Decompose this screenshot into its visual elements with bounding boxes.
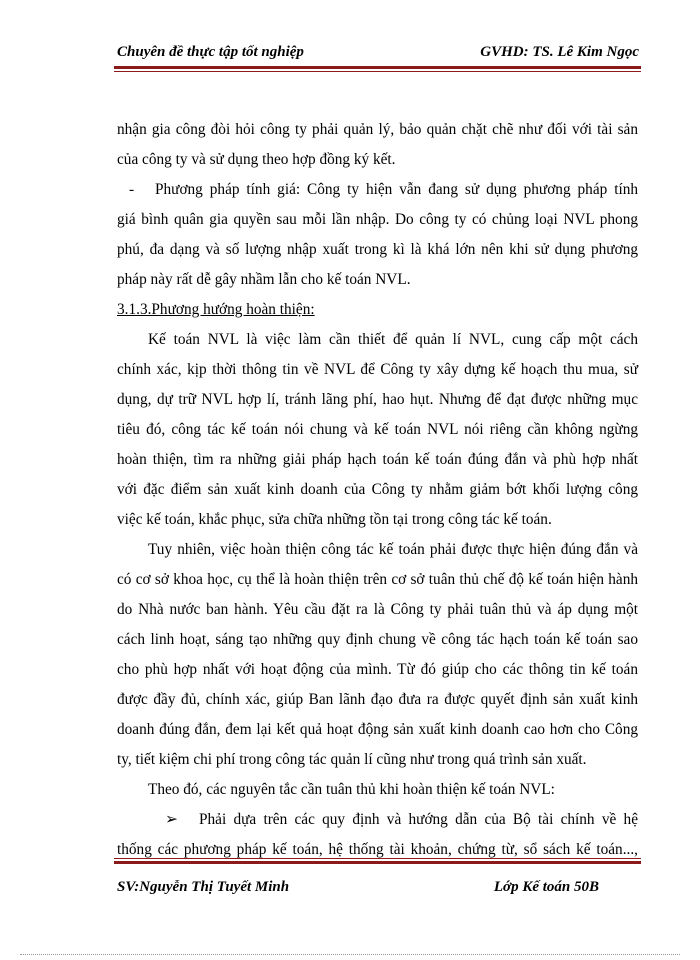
footer-class: Lớp Kế toán 50B — [493, 879, 599, 895]
header-rule-thick — [114, 66, 641, 69]
paragraph-line: Kế toán NVL là việc làm cần thiết để quản lí NVL, cung cấp một cách — [148, 331, 638, 348]
paragraph-line: Phải dựa trên các quy định và hướng dẫn của Bộ tài chính về hệ — [199, 811, 638, 828]
paragraph-line: được đầy đủ, chính xác, giúp Ban lãnh đạo đưa ra được quyết định sản xuất kinh — [117, 691, 638, 708]
paragraph-line: pháp này rất dễ gây nhầm lẫn cho kế toán NVL. — [117, 271, 411, 288]
section-heading: 3.1.3.Phương hướng hoàn thiện: — [117, 301, 315, 318]
paragraph-line: nhận gia công đòi hỏi công ty phải quản lý, bảo quản chặt chẽ như đối với tài sản — [117, 121, 638, 138]
header-rule-thin — [114, 71, 641, 72]
paragraph-line: do Nhà nước ban hành. Yêu cầu đặt ra là Công ty phải tuân thủ và áp dụng một — [117, 601, 638, 618]
paragraph-line: cho phù hợp nhất với hoạt động của mình. Từ đó giúp cho các thông tin kế toán — [117, 661, 638, 678]
paragraph-line: phú, đa dạng và số lượng nhập xuất trong kì là khá lớn nên khi sử dụng phương — [117, 241, 638, 258]
page-footer — [117, 879, 599, 899]
arrow-bullet-icon: ➢ — [165, 811, 178, 828]
header-advisor: GVHD: TS. Lê Kim Ngọc — [480, 44, 639, 60]
page-edge-divider — [20, 954, 680, 955]
paragraph-line: Theo đó, các nguyên tắc cần tuân thủ khi hoàn thiện kế toán NVL: — [148, 781, 555, 798]
dash-bullet: - — [129, 181, 135, 198]
paragraph-line: thống các phương pháp kế toán, hệ thống tài khoản, chứng từ, sổ sách kế toán..., — [117, 841, 638, 858]
paragraph-line: hoàn thiện, tìm ra những giải pháp hạch toán kế toán đúng đắn và phù hợp nhất — [117, 451, 638, 468]
paragraph-line: ty, tiết kiệm chi phí trong công tác quản lí cũng như trong quá trình sản xuất. — [117, 751, 587, 768]
paragraph-line: chính xác, kịp thời thông tin về NVL để Công ty xây dựng kế hoạch thu mua, sử — [117, 361, 638, 378]
paragraph-line: có cơ sở khoa học, cụ thể là hoàn thiện trên cơ sở tuân thủ chế độ kế toán hiện hành — [117, 571, 638, 588]
paragraph-line: dụng, dự trữ NVL hợp lí, tránh lãng phí, hao hụt. Nhưng để đạt được những mục — [117, 391, 638, 408]
paragraph-line: Phương pháp tính giá: Công ty hiện vẫn đang sử dụng phương pháp tính — [155, 181, 638, 198]
footer-rule-thick — [114, 861, 641, 864]
footer-student: SV:Nguyễn Thị Tuyết Minh — [117, 879, 290, 895]
paragraph-line: giá bình quân gia quyền sau mỗi lần nhập. Do công ty có chủng loại NVL phong — [117, 211, 638, 228]
paragraph-line: việc kế toán, khắc phục, sửa chữa những tồn tại trong công tác kế toán. — [117, 511, 552, 528]
header-title: Chuyên đề thực tập tốt nghiệp — [117, 44, 304, 60]
paragraph-line: của công ty và sử dụng theo hợp đồng ký kết. — [117, 151, 396, 168]
page-header — [117, 44, 639, 64]
footer-rule-thin — [114, 858, 641, 859]
paragraph-line: với đặc điểm sản xuất kinh doanh của Công ty nhằm giảm bớt khối lượng công — [117, 481, 638, 498]
paragraph-line: cách linh hoạt, sáng tạo những quy định chung về công tác hạch toán kế toán sao — [117, 631, 638, 648]
paragraph-line: Tuy nhiên, việc hoàn thiện công tác kế toán phải được thực hiện đúng đắn và — [148, 541, 638, 558]
paragraph-line: doanh đúng đắn, đem lại kết quả hoạt động sản xuất kinh doanh cao hơn cho Công — [117, 721, 638, 738]
paragraph-line: tiêu đó, công tác kế toán nói chung và kế toán NVL nói riêng cần không ngừng — [117, 421, 638, 438]
